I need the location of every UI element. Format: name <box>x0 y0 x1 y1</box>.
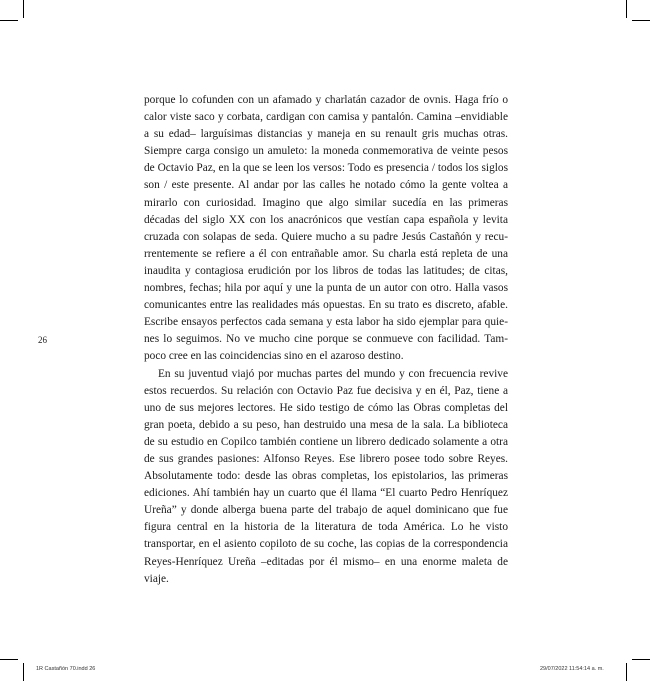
crop-mark <box>23 663 24 681</box>
footer-file-info: 1R Castañón 70.indd 26 <box>36 666 96 672</box>
crop-mark <box>0 659 18 660</box>
paragraph: En su juventud viajó por muchas partes del mundo y con frecuencia revive estos recuerdos. Su relación con Octavio Paz fue decisiva y en él, Paz, tiene a uno de sus mejores lectores. He sido testigo de cómo las Obras completas del gran poeta, debido a su peso, han destruido una mesa de la sala. La biblioteca de su estudio en Copilco también contiene un librero dedicado solamente a otra de sus grandes pasiones: Alfonso Reyes. Ese librero posee todo sobre Reyes. Absolutamente todo: desde las obras completas, los epistolarios, las primeras ediciones. Ahí también hay un cuarto que él llama “El cuarto Pedro Henríquez Ureña” y donde alberga buena parte del trabajo de aquel dominicano que fue figura central en la historia de la literatura de toda América. Lo he visto transportar, en el asiento copiloto de su coche, las copias de la correspondencia Reyes-Henríquez Ureña –editadas por él mismo– en una enorme maleta de viaje. <box>144 367 508 585</box>
crop-mark <box>626 663 627 681</box>
crop-mark <box>0 20 18 21</box>
footer-timestamp: 29/07/2022 11:54:14 a. m. <box>540 666 604 672</box>
body-text <box>144 92 508 588</box>
crop-mark <box>626 0 627 18</box>
crop-mark <box>632 659 650 660</box>
crop-mark <box>23 0 24 18</box>
paragraph: porque lo cofunden con un afamado y charlatán cazador de ovnis. Haga frío o calor viste saco y corbata, cardigan con camisa y pantalón. Camina –envidiable a su edad– larguísimas distancias y maneja en su renault gris muchas otras. Siempre carga consigo un amuleto: la moneda conmemorativa de veinte pesos de Octavio Paz, en la que se leen los versos: Todo es presencia / todos los siglos son / este presente. Al andar por las calles he notado cómo la gente voltea a mirarlo con curiosidad. Imagino que algo similar sucedía en las primeras décadas del siglo XX con los anacrónicos que vestían capa española y levita cruzada con solapas de seda. Quiere mucho a su padre Jesús Castañón y recurrentemente se refiere a él con entrañable amor. Su charla está repleta de una inaudita y contagiosa erudición por los libros de todas las latitudes; de citas, nombres, fechas; hila por aquí y une la punta de un autor con otro. Halla vasos comunicantes entre las realidades más opuestas. En su trato es discreto, afable. Escribe ensayos perfectos cada semana y esta labor ha sido ejemplar para quienes lo seguimos. No ve mucho cine porque se conmueve con facilidad. Tampoco cree en las coincidencias sino en el azaroso destino. <box>144 94 508 363</box>
crop-mark <box>632 20 650 21</box>
page-number: 26 <box>38 335 47 345</box>
